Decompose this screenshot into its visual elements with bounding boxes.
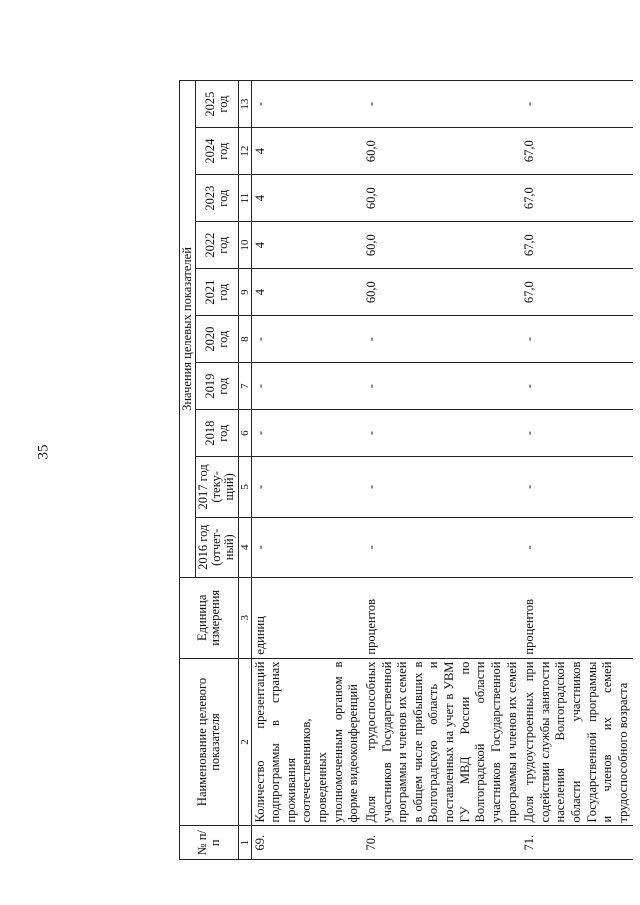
- indicator-unit: единиц: [251, 577, 363, 658]
- indicator-value: -: [251, 316, 363, 363]
- indicator-value: 60,0: [363, 175, 521, 222]
- row-number: 70.: [363, 826, 521, 860]
- column-index: 5: [238, 457, 251, 517]
- indicator-value: 60,0: [363, 269, 521, 316]
- column-index: 11: [238, 175, 251, 222]
- indicators-table: [179, 80, 633, 860]
- indicators-table-wrapper: [179, 80, 630, 860]
- indicator-value: -: [521, 363, 632, 410]
- indicator-value: 67,0: [521, 269, 632, 316]
- indicator-value: 4: [251, 175, 363, 222]
- indicator-name: Количество презентаций подпрограммы в странах проживания соотечественников, проведенных уполномоченным органом в форме видеоконференций: [251, 658, 363, 826]
- indicator-value: -: [521, 457, 632, 517]
- column-index: 7: [238, 363, 251, 410]
- column-index: 8: [238, 316, 251, 363]
- column-index: 4: [238, 517, 251, 577]
- header-unit: Единица измерения: [180, 577, 239, 658]
- indicator-value: -: [521, 316, 632, 363]
- indicator-value: 4: [251, 269, 363, 316]
- column-index: 2: [238, 658, 251, 826]
- indicator-value: 4: [251, 222, 363, 269]
- indicator-value: -: [363, 363, 521, 410]
- indicator-name: Доля трудоспособных участников Государственной программы и членов их семей в общем числе прибывших в Волгоградскую область и поставленных на учет в УВМ ГУ МВД России по Волгоградской области участников Государственной программы и членов их семей: [363, 658, 521, 826]
- header-year: 2023 год: [196, 175, 238, 222]
- indicator-value: -: [251, 410, 363, 457]
- header-no: № п/п: [180, 826, 239, 860]
- indicator-value: 4: [251, 128, 363, 175]
- indicator-unit: процентов: [363, 577, 521, 658]
- column-index: 13: [238, 81, 251, 128]
- indicator-value: -: [363, 517, 521, 577]
- header-year: 2016 год (отчет-ный): [196, 517, 238, 577]
- indicator-value: -: [521, 81, 632, 128]
- table-row: [363, 81, 521, 860]
- indicator-value: 60,0: [363, 222, 521, 269]
- row-number: 69.: [251, 826, 363, 860]
- indicator-value: -: [251, 363, 363, 410]
- column-index: 6: [238, 410, 251, 457]
- header-year: 2021 год: [196, 269, 238, 316]
- column-index: 9: [238, 269, 251, 316]
- table-row: [521, 81, 632, 860]
- header-year: 2020 год: [196, 316, 238, 363]
- indicator-value: -: [251, 81, 363, 128]
- indicator-unit: процентов: [521, 577, 632, 658]
- indicator-value: -: [251, 457, 363, 517]
- indicator-value: -: [363, 410, 521, 457]
- indicator-value: -: [363, 81, 521, 128]
- indicator-value: 67,0: [521, 128, 632, 175]
- indicator-value: -: [363, 316, 521, 363]
- column-index: 1: [238, 826, 251, 860]
- column-index: 3: [238, 577, 251, 658]
- indicator-value: -: [363, 457, 521, 517]
- indicator-name: Доля трудоустроенных при содействии службы занятости населения Волгоградской области участников Государственной программы и членов их семей трудоспособного возраста: [521, 658, 632, 826]
- header-name: Наименование целевого показателя: [180, 658, 239, 826]
- header-values-group: Значения целевых показателей: [180, 81, 196, 578]
- page-number: 35: [35, 444, 52, 460]
- indicator-value: -: [251, 517, 363, 577]
- table-row: [251, 81, 363, 860]
- header-year: 2017 год (теку-щий): [196, 457, 238, 517]
- column-index: 10: [238, 222, 251, 269]
- header-year: 2019 год: [196, 363, 238, 410]
- header-year: 2018 год: [196, 410, 238, 457]
- indicator-value: 67,0: [521, 222, 632, 269]
- indicator-value: -: [521, 410, 632, 457]
- row-number: 71.: [521, 826, 632, 860]
- column-index: 12: [238, 128, 251, 175]
- header-year: 2024 год: [196, 128, 238, 175]
- indicator-value: 60,0: [363, 128, 521, 175]
- header-year: 2022 год: [196, 222, 238, 269]
- indicator-value: -: [521, 517, 632, 577]
- header-year: 2025 год: [196, 81, 238, 128]
- indicator-value: 67,0: [521, 175, 632, 222]
